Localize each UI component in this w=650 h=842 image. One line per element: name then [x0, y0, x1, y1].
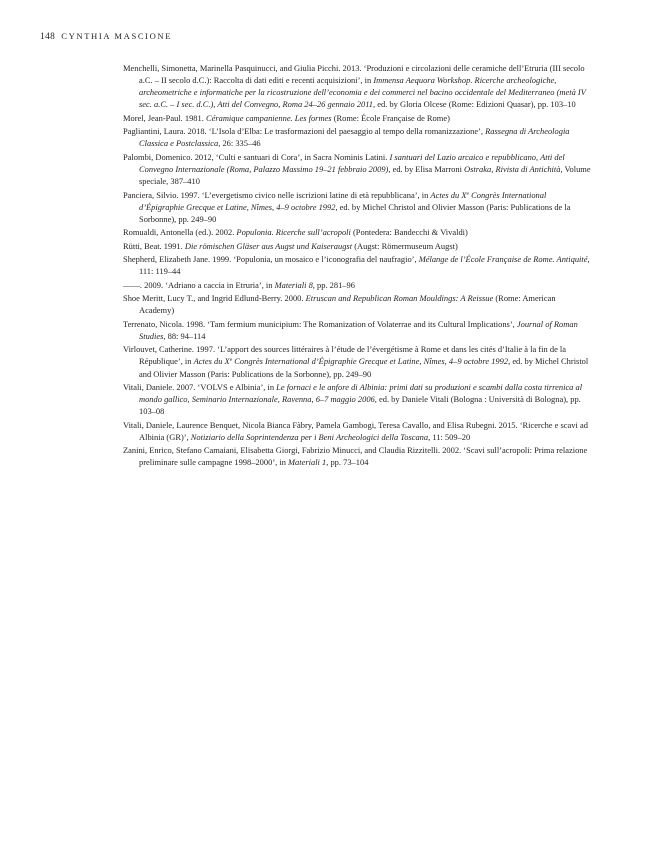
reference-superscript: e	[466, 190, 469, 197]
reference-title-italic: Céramique campanienne. Les formes	[205, 112, 332, 123]
reference-title-italic: Die römischen Gläser aus Augst und Kaiseraugst	[184, 240, 353, 251]
reference-entry	[123, 444, 591, 468]
reference-text: Romualdi, Antonella (ed.). 2002.	[123, 227, 237, 238]
reference-text: , 88: 94–114	[163, 330, 206, 341]
reference-entry	[123, 226, 591, 238]
reference-title-italic: Ostraka, Rivista di Antichità	[464, 163, 561, 174]
reference-entry	[123, 240, 591, 252]
reference-title-italic: Etruscan and Republican Roman Mouldings: A Reissue	[305, 293, 494, 304]
reference-text: (Rome: École Française de Rome)	[331, 112, 450, 123]
reference-text: Vitali, Daniele. 2007. ‘VOLVS e Albinia’, in	[123, 382, 277, 393]
reference-text: , pp. 73–104	[326, 457, 369, 468]
reference-text: Pagliantini, Laura. 2018. ‘L’Isola d’Elba: Le trasformazioni del paesaggio al tempo della romanizzazione’,	[123, 126, 486, 137]
reference-title-italic: Materiali 1	[288, 457, 327, 468]
reference-text: (Rome: American Academy)	[139, 293, 556, 316]
reference-text: Menchelli, Simonetta, Marinella Pasquinucci, and Giulia Picchi. 2013. ‘Produzioni e circolazioni delle ceramiche dell’Etruria (III secolo a.C. – II secolo d.C.): Raccolta di dati editi e recenti acquisizioni’, in	[123, 63, 585, 86]
running-head	[40, 30, 172, 43]
reference-text: Shoe Meritt, Lucy T., and Ingrid Edlund-Berry. 2000.	[123, 293, 306, 304]
reference-entry	[123, 292, 591, 316]
reference-text: , 11: 509–20	[428, 431, 471, 442]
reference-title-italic: Journal of Roman Studies	[139, 318, 578, 341]
reference-title-italic: Immensa Aequora Workshop. Ricerche archeologiche, archeometriche e informatiche per la ricostruzione dell’economia e dei commerci nel bacino occidentale del Mediterraneo (metà IV sec. a.C. – I sec. d.C.), Atti del Convegno, Roma 24–26 gennaio 2011	[139, 75, 586, 110]
reference-list	[123, 62, 591, 470]
reference-text: (Augst: Römermuseum Augst)	[352, 240, 458, 251]
reference-entry	[123, 253, 591, 277]
reference-entry	[123, 419, 591, 443]
reference-title-italic: Congrès International d’Épigraphie Grecque et Latine, Nîmes, 4–9 octobre 1992	[232, 356, 509, 367]
reference-superscript: e	[229, 357, 233, 364]
reference-entry	[123, 279, 591, 291]
reference-text: Morel, Jean-Paul. 1981.	[123, 112, 206, 123]
reference-title-italic: I santuari del Lazio arcaico e repubblicano, Atti del Convegno Internazionale (Roma, Palazzo Massimo 19–21 febbraio 2009)	[139, 151, 565, 174]
reference-entry	[123, 125, 591, 149]
reference-entry	[123, 343, 591, 379]
reference-text: Rütti, Beat. 1991.	[123, 240, 185, 251]
reference-text: Palombi, Domenico. 2012, ‘Culti e santuari di Cora’, in Sacra Nominis Latini.	[123, 151, 390, 162]
reference-text: , ed. by Daniele Vitali (Bologna : Università di Bologna), pp. 103–08	[139, 394, 581, 417]
running-head-author: CYNTHIA MASCIONE	[61, 31, 173, 41]
reference-text: Terrenato, Nicola. 1998. ‘Tam fermium municipium: The Romanization of Volaterrae and its Cultural Implications’,	[123, 318, 517, 329]
reference-title-italic: Populonia. Ricerche sull’acropoli	[236, 227, 351, 238]
reference-text: Zanini, Enrico, Stefano Camaiani, Elisabetta Giorgi, Fabrizio Minucci, and Claudia Rizzitelli. 2002. ‘Scavi sull’acropoli: Prima relazione preliminare sulle campagne 1998–2000’, in	[123, 445, 588, 468]
reference-text: , ed. by Elisa Marroni	[388, 163, 465, 174]
reference-text: Shepherd, Elizabeth Jane. 1999. ‘Populonia, un mosaico e l’iconografia del naufragio’,	[123, 254, 419, 265]
reference-text: , pp. 281–96	[312, 279, 355, 290]
reference-text: , ed. by Gloria Olcese (Rome: Edizioni Quasar), pp. 103–10	[373, 99, 576, 110]
reference-text: Vitali, Daniele, Laurence Benquet, Nicola Bianca Fàbry, Pamela Gambogi, Teresa Cavallo, and Elisa Rubegni. 2015. ‘Ricerche e scavi ad Albinia (GR)’,	[123, 419, 588, 442]
reference-entry	[123, 151, 591, 187]
reference-entry	[123, 318, 591, 342]
reference-title-italic: Congrès International d’Épigraphie Grecque et Latine, Nîmes, 4–9 octobre 1992	[139, 189, 547, 212]
reference-text: , 26: 335–46	[218, 138, 261, 149]
reference-text: , 111: 119–44	[139, 254, 590, 277]
reference-entry	[123, 112, 591, 124]
reference-text: , ed. by Michel Christol and Olivier Masson (Paris: Publications de la Sorbonne), pp. 249–90	[139, 201, 571, 224]
reference-text: Virlouvet, Catherine. 1997. ‘L’apport des sources littéraires à l’étude de l’évergétisme à Rome et dans les cités d’Italie à la fin de la République’, in	[123, 344, 567, 367]
reference-text: ——. 2009. ‘Adriano a caccia in Etruria’, in	[123, 279, 275, 290]
reference-title-italic: Notiziario della Soprintendenza per i Beni Archeologici della Toscana	[190, 431, 429, 442]
reference-title-italic: Materiali 8	[274, 279, 313, 290]
reference-text: , ed. by Michel Christol and Olivier Masson (Paris: Publications de la Sorbonne), pp. 249–90	[139, 356, 589, 379]
reference-title-italic: Le fornaci e le anfore di Albinia: primi dati su produzioni e scambi dalla costa tirrenica al mondo gallico, Seminario Internazionale, Ravenna, 6–7 maggio 2006	[139, 382, 583, 405]
reference-title-italic: Mélange de l’École Française de Rome. Antiquité	[418, 254, 588, 265]
page-number: 148	[40, 32, 56, 42]
reference-title-italic: Rassegna di Archeologia Classica e Postclassica	[139, 126, 570, 149]
reference-title-italic: Actes du X	[193, 356, 230, 367]
reference-entry	[123, 189, 591, 225]
reference-text: , Volume speciale, 387–410	[139, 163, 591, 187]
reference-title-italic: Actes du X	[430, 189, 467, 200]
reference-entry	[123, 62, 591, 110]
reference-text: Panciera, Silvio. 1997. ‘L’evergetismo civico nelle iscrizioni latine di età repubblicana’, in	[123, 189, 431, 200]
reference-text: (Pontedera: Bandecchi & Vivaldi)	[350, 227, 468, 238]
reference-entry	[123, 381, 591, 417]
